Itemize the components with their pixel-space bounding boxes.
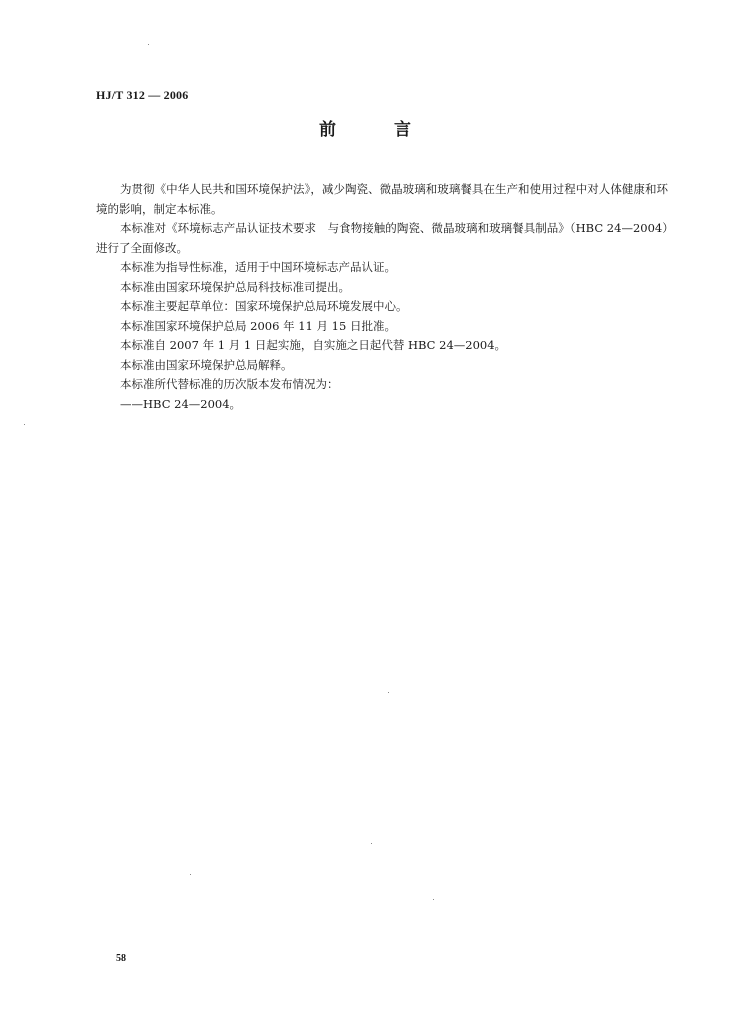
page-title: 前 言 — [319, 120, 437, 140]
scan-speck — [388, 692, 389, 693]
scan-speck — [148, 44, 149, 45]
paragraph-proposer: 本标准由国家环境保护总局科技标准司提出。 — [120, 279, 350, 294]
scan-speck — [190, 874, 191, 875]
paragraph-approval: 本标准国家环境保护总局 2006 年 11 月 15 日批准。 — [120, 318, 396, 333]
paragraph-drafter: 本标准主要起草单位：国家环境保护总局环境发展中心。 — [120, 299, 408, 313]
paragraph-interpretation: 本标准由国家环境保护总局解释。 — [120, 357, 293, 372]
paragraph-effective-date: 本标准自 2007 年 1 月 1 日起实施，自实施之日起代替 HBC 24—2004。 — [120, 338, 507, 352]
paragraph-purpose: 为贯彻《中华人民共和国环境保护法》，减少陶瓷、微晶玻璃和玻璃餐具在生产和使用过程中对人体健康和环境的影响，制定本标准。 — [96, 182, 668, 216]
standard-code: HJ/T 312 — 2006 — [96, 88, 189, 102]
paragraph-scope: 本标准为指导性标准，适用于中国环境标志产品认证。 — [120, 260, 396, 274]
scan-speck — [24, 424, 25, 425]
paragraph-revision: 本标准对《环境标志产品认证技术要求 与食物接触的陶瓷、微晶玻璃和玻璃餐具制品》（HBC 24—2004）进行了全面修改。 — [96, 221, 668, 255]
scan-speck — [433, 899, 434, 900]
paragraph-history-item: ——HBC 24—2004。 — [120, 396, 242, 411]
page-number: 58 — [116, 953, 126, 964]
foreword-body — [96, 180, 668, 414]
paragraph-history-intro: 本标准所代替标准的历次版本发布情况为： — [120, 377, 339, 391]
scan-speck — [371, 843, 372, 844]
